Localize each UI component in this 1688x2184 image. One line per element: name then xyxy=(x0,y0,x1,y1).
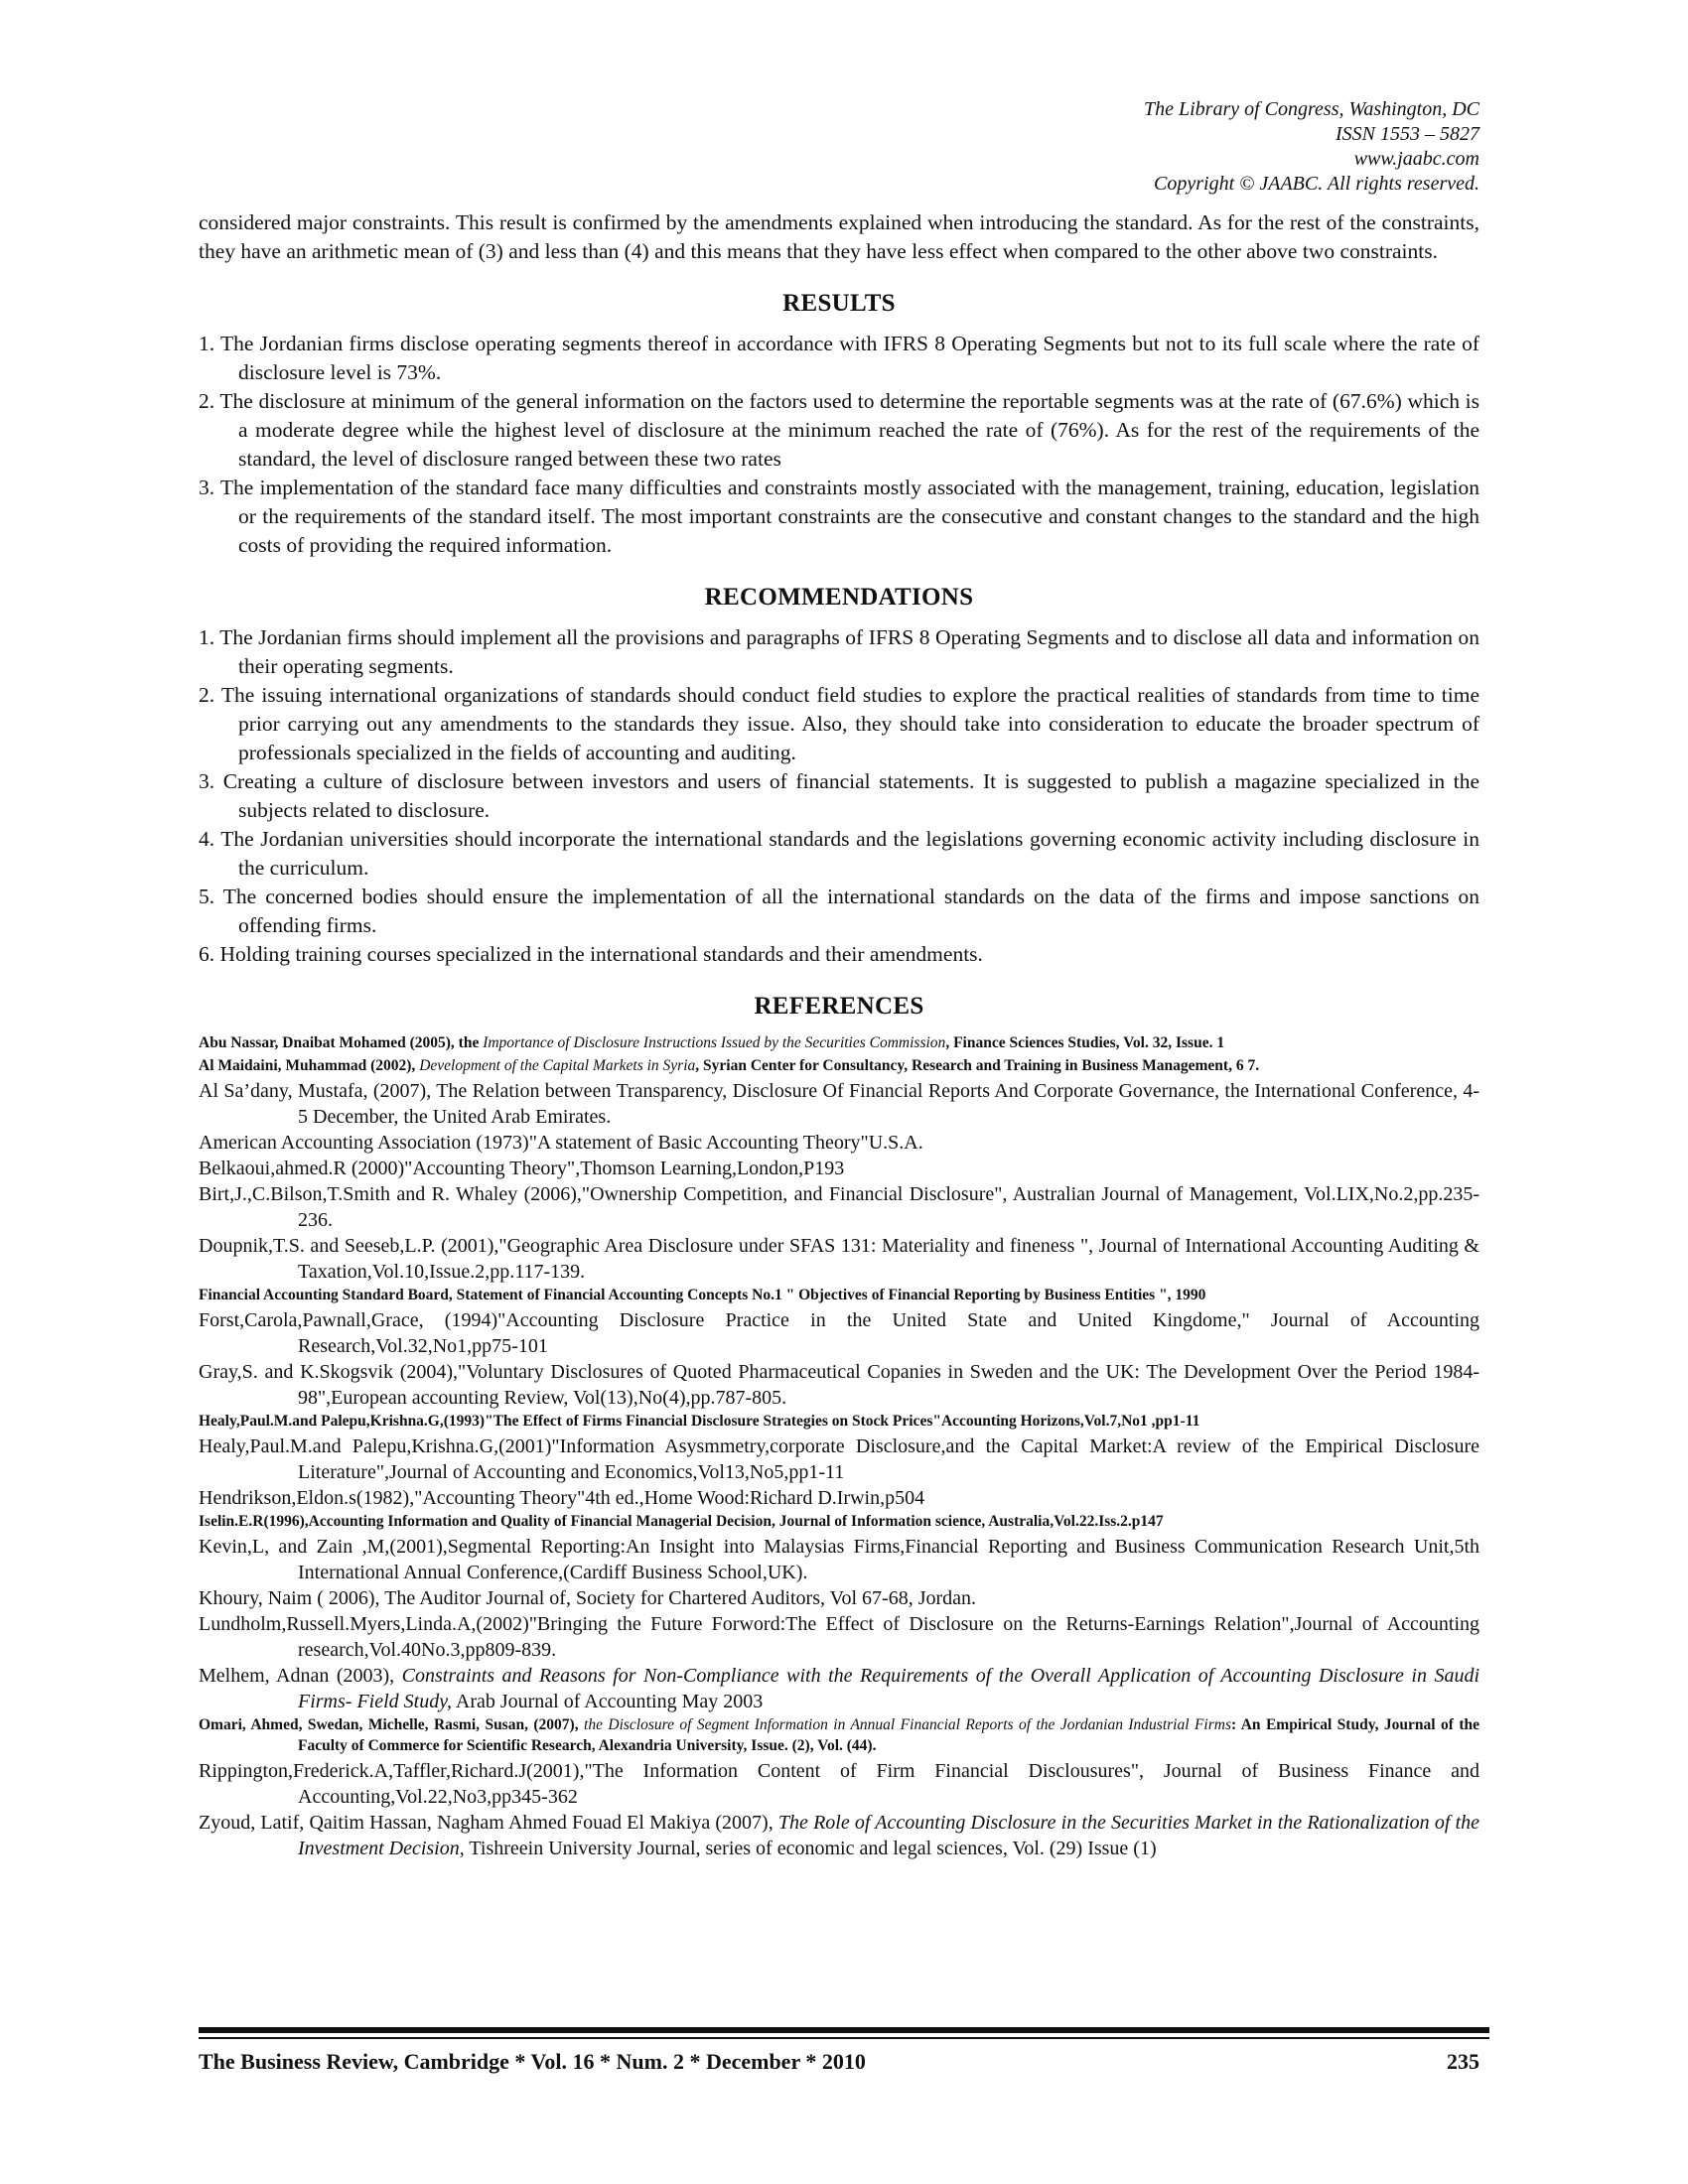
reference-entry xyxy=(199,1055,1479,1076)
reference-entry xyxy=(199,1411,1479,1432)
reference-text: Iselin.E.R(1996),Accounting Information and Quality of Financial Managerial Decision, Journal of Information science, Australia,Vol.22.Iss.2.p147 xyxy=(199,1513,1164,1530)
reference-title: the Disclosure of Segment Information in Annual Financial Reports of the Jordanian Industrial Firms xyxy=(584,1716,1231,1733)
footer-divider-thick xyxy=(199,2027,1489,2033)
reference-entry xyxy=(199,1285,1479,1305)
reference-source: , Finance Sciences Studies, Vol. 32, Issue. 1 xyxy=(945,1034,1225,1051)
recommendation-item: 2. The issuing international organizations of standards should conduct field studies to explore the practical realities of standards from time to time prior carrying out any amendments to the standards they issue. Also, they should take into consideration to educate the broader spectrum of professionals specialized in the fields of accounting and auditing. xyxy=(199,683,1479,764)
reference-source: Tishreein University Journal, series of economic and legal sciences, Vol. (29) Issue (1) xyxy=(464,1838,1157,1859)
reference-entry xyxy=(199,1078,1479,1130)
results-list xyxy=(199,330,1479,560)
reference-text: Belkaoui,ahmed.R (2000)"Accounting Theory",Thomson Learning,London,P193 xyxy=(199,1158,845,1179)
recommendation-item: 6. Holding training courses specialized in the international standards and their amendments. xyxy=(199,942,983,966)
results-heading: RESULTS xyxy=(782,290,896,317)
footer-divider-thin xyxy=(199,2037,1489,2039)
reference-entry xyxy=(199,1758,1479,1810)
page-header xyxy=(784,97,1479,197)
reference-text: Omari, Ahmed, Swedan, Michelle, Rasmi, Susan, (2007), xyxy=(199,1716,585,1733)
references-heading: REFERENCES xyxy=(754,993,924,1020)
reference-entry xyxy=(199,1433,1479,1485)
reference-entry xyxy=(199,1611,1479,1663)
page-body xyxy=(199,208,1479,1861)
reference-text: Abu Nassar, Dnaibat Mohamed (2005), the xyxy=(199,1034,484,1051)
reference-text: Khoury, Naim ( 2006), The Auditor Journal of, Society for Chartered Auditors, Vol 67-68, Jordan. xyxy=(199,1587,977,1609)
reference-text: Al Sa’dany, Mustafa, (2007), The Relation between Transparency, Disclosure Of Financial Reports And Corporate Governance, the International Conference, 4-5 December, the United Arab Emirates. xyxy=(199,1080,1479,1128)
reference-entry xyxy=(199,1130,1479,1156)
reference-entry xyxy=(199,1511,1479,1532)
results-item: 2. The disclosure at minimum of the general information on the factors used to determine the reportable segments was at the rate of (67.6%) which is a moderate degree while the highest level of disclosure at the minimum reached the rate of (76%). As for the rest of the requirements of the standard, the level of disclosure ranged between these two rates xyxy=(199,389,1479,471)
reference-entry xyxy=(199,1663,1479,1714)
reference-source: Arab Journal of Accounting May 2003 xyxy=(451,1691,764,1712)
recommendations-list xyxy=(199,623,1479,969)
recommendations-heading: RECOMMENDATIONS xyxy=(704,584,974,611)
recommendation-item: 3. Creating a culture of disclosure between investors and users of financial statements. It is suggested to publish a magazine specialized in the subjects related to disclosure. xyxy=(199,769,1479,822)
reference-text: Zyoud, Latif, Qaitim Hassan, Nagham Ahmed Fouad El Makiya (2007), xyxy=(199,1812,778,1834)
reference-source: , Syrian Center for Consultancy, Research and Training in Business Management, 6 7. xyxy=(695,1057,1260,1074)
header-website: www.jaabc.com xyxy=(1353,148,1479,170)
reference-text: Rippington,Frederick.A,Taffler,Richard.J(2001),"The Information Content of Firm Financial Disclousures", Journal of Business Finance and Accounting,Vol.22,No3,pp345-362 xyxy=(199,1760,1479,1808)
reference-entry xyxy=(199,1233,1479,1285)
recommendation-item: 5. The concerned bodies should ensure the implementation of all the international standards on the data of the firms and impose sanctions on offending firms. xyxy=(199,885,1479,937)
reference-text: Doupnik,T.S. and Seeseb,L.P. (2001),"Geographic Area Disclosure under SFAS 131: Materiality and fineness ", Journal of International Accounting Auditing & Taxation,Vol.10,Issue.2,pp.117-139. xyxy=(199,1235,1479,1283)
references-list xyxy=(199,1032,1479,1861)
reference-text: Financial Accounting Standard Board, Statement of Financial Accounting Concepts No.1 " Objectives of Financial Reporting by Business Entities ", 1990 xyxy=(199,1287,1206,1303)
reference-text: Gray,S. and K.Skogsvik (2004),"Voluntary Disclosures of Quoted Pharmaceutical Copanies in Sweden and the UK: The Development Over the Period 1984-98",European accounting Review, Vol(13),No(4),pp.787-805. xyxy=(199,1361,1479,1409)
reference-text: Melhem, Adnan (2003), xyxy=(199,1665,402,1687)
reference-title: Importance of Disclosure Instructions Issued by the Securities Commission xyxy=(483,1034,946,1051)
reference-text: Lundholm,Russell.Myers,Linda.A,(2002)"Bringing the Future Forword:The Effect of Disclosure on the Returns-Earnings Relation",Journal of Accounting research,Vol.40No.3,pp809-839. xyxy=(199,1613,1479,1661)
reference-text: American Accounting Association (1973)"A statement of Basic Accounting Theory"U.S.A. xyxy=(199,1132,923,1154)
reference-text: Hendrikson,Eldon.s(1982),"Accounting Theory"4th ed.,Home Wood:Richard D.Irwin,p504 xyxy=(199,1487,925,1509)
header-issn: ISSN 1553 – 5827 xyxy=(1336,123,1479,145)
reference-entry xyxy=(199,1032,1479,1053)
reference-source: : An Empirical Study, Journal of the Faculty of Commerce for Scientific Research, Alexandria University, Issue. (2), Vol. (44). xyxy=(298,1716,1479,1754)
reference-title: Constraints and Reasons for Non-Compliance with the Requirements of the Overall Application of Accounting Disclosure in Saudi Firms- Field Study, xyxy=(298,1665,1480,1712)
page-number: 235 xyxy=(1447,2049,1479,2074)
recommendation-item: 4. The Jordanian universities should incorporate the international standards and the legislations governing economic activity including disclosure in the curriculum. xyxy=(199,827,1479,880)
reference-title: Development of the Capital Markets in Syria xyxy=(419,1057,696,1074)
reference-entry xyxy=(199,1585,1479,1611)
reference-text: Birt,J.,C.Bilson,T.Smith and R. Whaley (2006),"Ownership Competition, and Financial Disclosure", Australian Journal of Management, Vol.LIX,No.2,pp.235-236. xyxy=(199,1183,1479,1231)
reference-entry xyxy=(199,1359,1479,1411)
reference-text: Healy,Paul.M.and Palepu,Krishna.G,(2001)"Information Asysmmetry,corporate Disclosure,and the Capital Market:A review of the Empirical Disclosure Literature",Journal of Accounting and Economics,Vol13,No5,pp1-11 xyxy=(199,1435,1479,1483)
reference-entry xyxy=(199,1714,1479,1756)
header-library: The Library of Congress, Washington, DC xyxy=(1143,98,1479,120)
reference-text: Forst,Carola,Pawnall,Grace, (1994)"Accounting Disclosure Practice in the United State and United Kingdome," Journal of Accounting Research,Vol.32,No1,pp75-101 xyxy=(199,1309,1479,1357)
recommendation-item: 1. The Jordanian firms should implement all the provisions and paragraphs of IFRS 8 Operating Segments and to disclose all data and information on their operating segments. xyxy=(199,625,1479,678)
reference-title: The Role of Accounting Disclosure in the Securities Market in the Rationalization of the Investment Decision, xyxy=(298,1812,1480,1859)
reference-text: Healy,Paul.M.and Palepu,Krishna.G,(1993)"The Effect of Firms Financial Disclosure Strategies on Stock Prices"Accounting Horizons,Vol.7,No1 ,pp1-11 xyxy=(199,1413,1200,1430)
results-item: 3. The implementation of the standard face many difficulties and constraints mostly associated with the management, training, education, legislation or the requirements of the standard itself. The most important constraints are the consecutive and constant changes to the standard and the high costs of providing the required information. xyxy=(199,476,1479,557)
footer-journal-info: The Business Review, Cambridge * Vol. 16 * Num. 2 * December * 2010 xyxy=(199,2049,866,2074)
reference-entry xyxy=(199,1307,1479,1359)
reference-entry xyxy=(199,1181,1479,1233)
reference-entry xyxy=(199,1534,1479,1585)
intro-paragraph: considered major constraints. This result is confirmed by the amendments explained when introducing the standard. As for the rest of the constraints, they have an arithmetic mean of (3) and less than (4) and this means that they have less effect when compared to the other above two constraints. xyxy=(199,210,1479,263)
results-item: 1. The Jordanian firms disclose operating segments thereof in accordance with IFRS 8 Operating Segments but not to its full scale where the rate of disclosure level is 73%. xyxy=(199,332,1479,384)
reference-entry xyxy=(199,1485,1479,1511)
header-copyright: Copyright © JAABC. All rights reserved. xyxy=(1154,173,1479,195)
reference-entry xyxy=(199,1810,1479,1861)
reference-entry xyxy=(199,1156,1479,1181)
reference-text: Kevin,L, and Zain ,M,(2001),Segmental Reporting:An Insight into Malaysias Firms,Financial Reporting and Business Communication Research Unit,5th International Annual Conference,(Cardiff Business School,UK). xyxy=(199,1536,1479,1583)
page-footer xyxy=(199,2049,1479,2075)
reference-text: Al Maidaini, Muhammad (2002), xyxy=(199,1057,420,1074)
